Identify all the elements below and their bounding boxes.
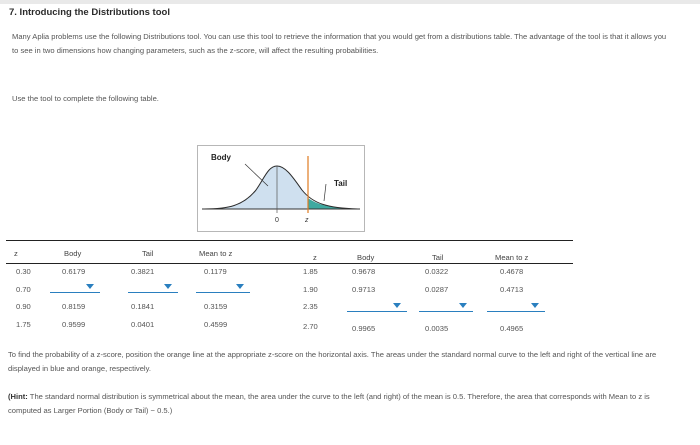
cell-mean: 0.3159 — [204, 302, 228, 311]
cell-body: 0.8159 — [62, 302, 86, 311]
tail-dropdown[interactable] — [419, 302, 473, 312]
body-pointer — [245, 164, 268, 186]
cell-body: 0.9678 — [352, 267, 376, 276]
instruction-text: Use the tool to complete the following table. — [12, 94, 159, 103]
cell-tail: 0.0035 — [425, 324, 449, 333]
hint-text: The standard normal distribution is symmetrical about the mean, the area under the curve to the left (and right) of the mean is 0.5. Therefore, the area that corresponds with Mean to z is computed as Larger Portion (Body or Tail) − 0.5.) — [8, 392, 650, 415]
cell-mean: 0.4599 — [204, 320, 228, 329]
header-z: z — [313, 253, 317, 262]
tail-dropdown[interactable] — [128, 283, 178, 293]
cell-z: 0.30 — [16, 267, 31, 276]
cell-z: 0.90 — [16, 302, 31, 311]
header-z: z — [14, 249, 18, 258]
cell-body: 0.9713 — [352, 285, 376, 294]
cell-z: 1.90 — [303, 285, 318, 294]
body-dropdown[interactable] — [347, 302, 407, 312]
header-tail: Tail — [432, 253, 444, 262]
body-dropdown[interactable] — [50, 283, 100, 293]
cell-mean: 0.4678 — [500, 267, 524, 276]
cell-tail: 0.1841 — [131, 302, 155, 311]
hint-paragraph — [8, 390, 668, 418]
cell-z: 2.35 — [303, 302, 318, 311]
normal-curve-graph[interactable] — [198, 146, 364, 231]
cell-z: 0.70 — [16, 285, 31, 294]
header-tail: Tail — [142, 249, 154, 258]
tail-pointer — [324, 184, 326, 201]
dropdown-arrow-icon — [531, 303, 539, 308]
body-label: Body — [211, 153, 231, 162]
distributions-tool[interactable] — [197, 145, 365, 232]
axis-zero-label: 0 — [275, 217, 279, 224]
tail-area — [308, 198, 358, 209]
header-body: Body — [357, 253, 375, 262]
axis-z-label: z — [305, 217, 309, 224]
cell-z: 1.85 — [303, 267, 318, 276]
cell-mean: 0.4965 — [500, 324, 524, 333]
hint-label: (Hint: — [8, 392, 28, 401]
dropdown-arrow-icon — [164, 284, 172, 289]
dropdown-arrow-icon — [459, 303, 467, 308]
header-body: Body — [64, 249, 82, 258]
cell-mean: 0.1179 — [204, 267, 227, 276]
cell-body: 0.9965 — [352, 324, 376, 333]
top-bar — [0, 0, 700, 4]
instruction-paragraph: To find the probability of a z-score, position the orange line at the appropriate z-score on the horizontal axis. The areas under the standard normal curve to the left and right of the vertical line are displayed in blue and orange, respectively. — [8, 350, 657, 373]
cell-tail: 0.0322 — [425, 267, 449, 276]
cell-z: 2.70 — [303, 322, 318, 331]
tail-label: Tail — [334, 179, 348, 188]
dropdown-arrow-icon — [393, 303, 401, 308]
mean-to-z-dropdown[interactable] — [196, 283, 250, 293]
cell-body: 0.6179 — [62, 267, 86, 276]
body-area — [204, 166, 308, 209]
cell-tail: 0.0401 — [131, 320, 155, 329]
cell-tail: 0.3821 — [131, 267, 155, 276]
cell-z: 1.75 — [16, 320, 31, 329]
page-title: 7. Introducing the Distributions tool — [9, 7, 170, 18]
dropdown-arrow-icon — [236, 284, 244, 289]
cell-tail: 0.0287 — [425, 285, 449, 294]
cell-mean: 0.4713 — [500, 285, 524, 294]
right-table — [297, 240, 573, 335]
cell-body: 0.9599 — [62, 320, 86, 329]
dropdown-arrow-icon — [86, 284, 94, 289]
header-mean-to-z: Mean to z — [495, 253, 529, 262]
header-mean-to-z: Mean to z — [199, 249, 233, 258]
intro-text: Many Aplia problems use the following Distributions tool. You can use this tool to retrieve the information that you would get from a distributions table. The advantage of the tool is that it allows you to see in two dimensions how changing parameters, such as the z-score, will affect the resulting probabilities. — [12, 32, 667, 55]
mean-to-z-dropdown[interactable] — [487, 302, 545, 312]
